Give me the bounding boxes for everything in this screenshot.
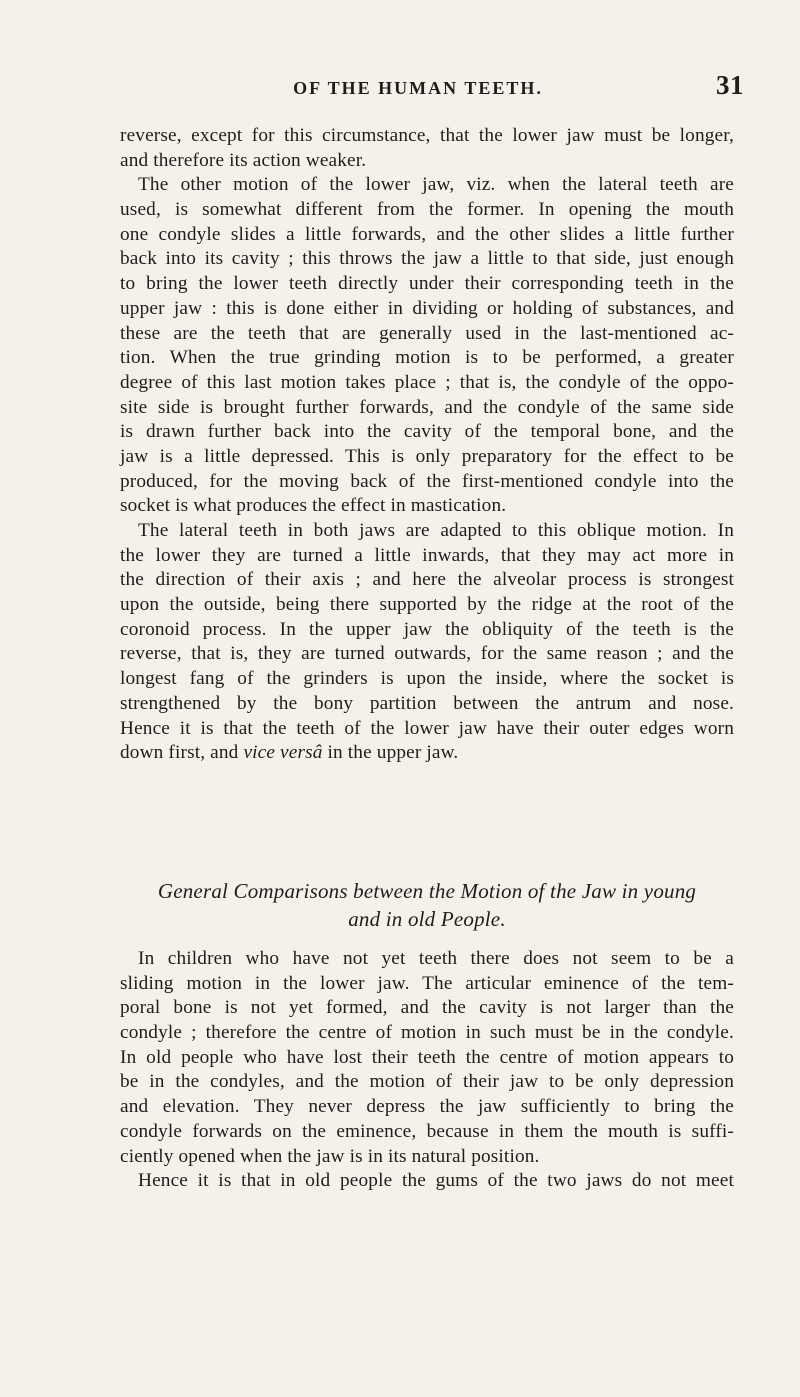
text-line: and therefore its action weaker. bbox=[120, 149, 367, 171]
text-line: Hence it is that the teeth of the lower jaw have their outer edges worn bbox=[120, 717, 734, 739]
text-line: The lateral teeth in both jaws are adapted to this oblique motion. In bbox=[138, 520, 734, 541]
text-line: to bring the lower teeth directly under their corresponding teeth in the bbox=[120, 273, 734, 295]
main-text-block bbox=[120, 124, 734, 766]
text-line: coronoid process. In the upper jaw the obliquity of the teeth is the bbox=[120, 618, 734, 640]
text-line: used, is somewhat different from the former. In opening the mouth bbox=[120, 199, 734, 221]
section-text-block bbox=[120, 947, 734, 1194]
text-line: one condyle slides a little forwards, and the other slides a little further bbox=[120, 223, 734, 245]
text-line: the lower they are turned a little inwards, that they may act more in bbox=[120, 544, 734, 566]
running-header bbox=[92, 70, 744, 110]
text-line: the direction of their axis ; and here the alveolar process is strongest bbox=[120, 569, 734, 591]
text-line: and elevation. They never depress the jaw sufficiently to bring the bbox=[120, 1096, 734, 1118]
text-run: down first, and bbox=[120, 742, 244, 764]
italic-phrase: vice versâ bbox=[243, 742, 323, 764]
text-line: is drawn further back into the cavity of the temporal bone, and the bbox=[120, 421, 734, 443]
text-line: upper jaw : this is done either in dividing or holding of substances, and bbox=[120, 297, 734, 319]
running-title: OF THE HUMAN TEETH. bbox=[293, 78, 543, 98]
text-line: socket is what produces the effect in mastication. bbox=[120, 495, 507, 517]
page-number: 31 bbox=[716, 70, 744, 100]
text-line: jaw is a little depressed. This is only preparatory for the effect to be bbox=[120, 445, 734, 467]
text-line: degree of this last motion takes place ; that is, the condyle of the oppo- bbox=[120, 371, 734, 393]
text-line: produced, for the moving back of the first-mentioned condyle into the bbox=[120, 470, 734, 492]
text-line: In old people who have lost their teeth the centre of motion appears to bbox=[120, 1046, 734, 1068]
text-line: reverse, that is, they are turned outwards, for the same reason ; and the bbox=[120, 643, 734, 665]
section-heading-line: and in old People. bbox=[348, 907, 506, 931]
text-line: poral bone is not yet formed, and the cavity is not larger than the bbox=[120, 997, 734, 1019]
text-line: longest fang of the grinders is upon the inside, where the socket is bbox=[120, 668, 734, 690]
text-line: be in the condyles, and the motion of their jaw to be only depression bbox=[120, 1071, 734, 1093]
text-line: condyle ; therefore the centre of motion in such must be in the condyle. bbox=[120, 1022, 734, 1044]
text-line: Hence it is that in old people the gums of the two jaws do not meet bbox=[138, 1170, 734, 1192]
text-line: The other motion of the lower jaw, viz. when the lateral teeth are bbox=[138, 174, 734, 196]
section-heading-line: General Comparisons between the Motion of the Jaw in young bbox=[157, 879, 697, 903]
text-line: upon the outside, being there supported by the ridge at the root of the bbox=[120, 594, 734, 616]
text-line: these are the teeth that are generally used in the last-mentioned ac- bbox=[120, 322, 734, 344]
text-line: ciently opened when the jaw is in its natural position. bbox=[120, 1145, 540, 1167]
text-line: strengthened by the bony partition between the antrum and nose. bbox=[120, 692, 734, 714]
text-line: condyle forwards on the eminence, because in them the mouth is suffi- bbox=[120, 1120, 734, 1142]
text-line-with-italic bbox=[120, 741, 734, 766]
text-line: In children who have not yet teeth there does not seem to be a bbox=[138, 948, 734, 969]
text-line: sliding motion in the lower jaw. The articular eminence of the tem- bbox=[120, 972, 734, 994]
text-line: tion. When the true grinding motion is to be performed, a greater bbox=[120, 347, 734, 369]
section-heading bbox=[120, 877, 734, 933]
text-line: site side is brought further forwards, and the condyle of the same side bbox=[120, 396, 734, 418]
text-run: in the upper jaw. bbox=[322, 742, 459, 764]
text-line: back into its cavity ; this throws the jaw a little to that side, just enough bbox=[120, 248, 734, 270]
text-line: reverse, except for this circumstance, that the lower jaw must be longer, bbox=[120, 125, 734, 146]
